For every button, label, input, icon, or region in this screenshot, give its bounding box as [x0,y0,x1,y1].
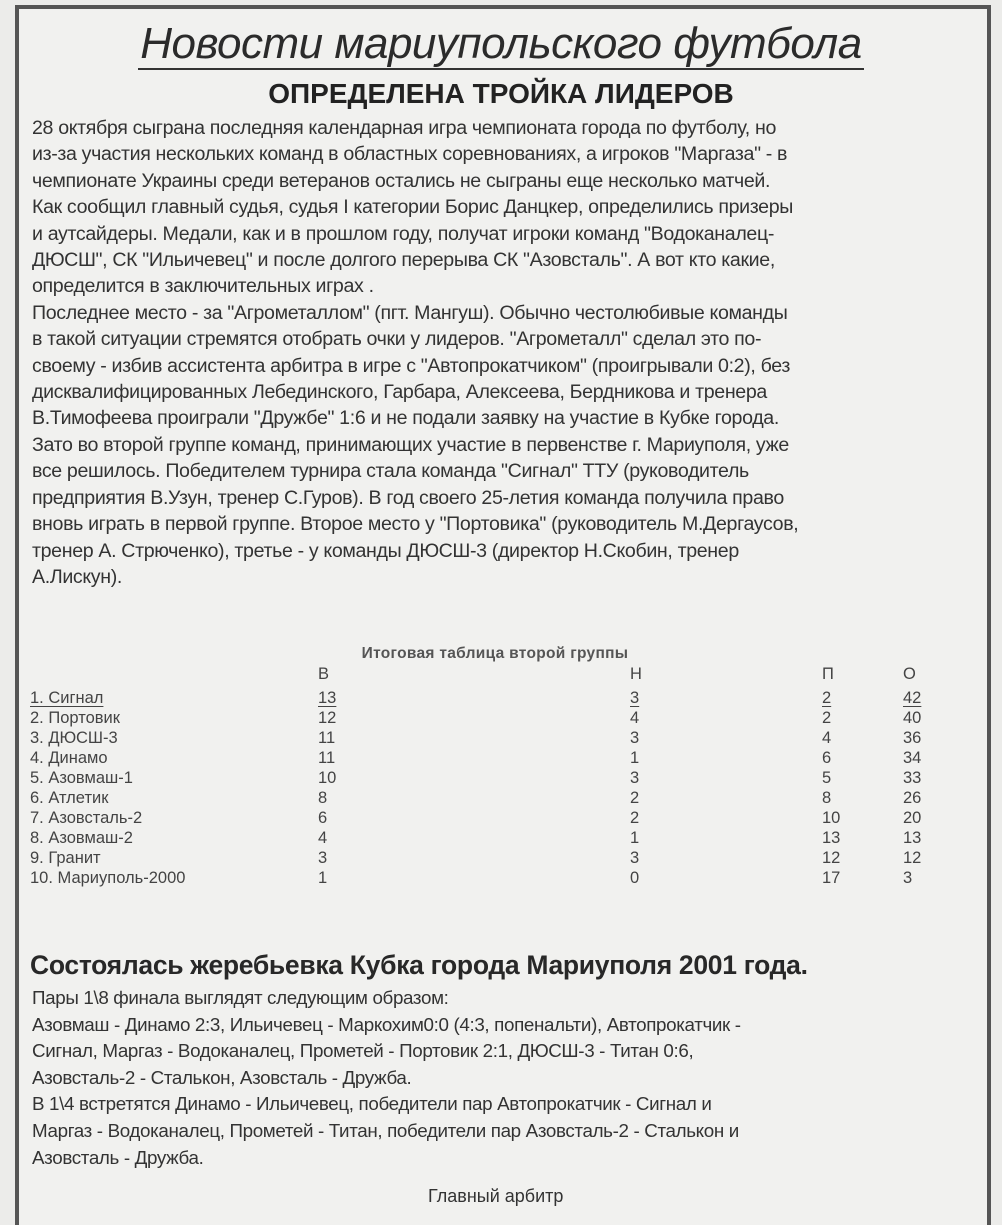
losses-cell: 4 [822,729,832,747]
team-name: 10. Мариуполь-2000 [30,869,186,887]
standings-row [30,768,990,788]
cup-line: Азовмаш - Динамо 2:3, Ильичевец - Маркохим0:0 (4:3, попенальти), Автопрокатчик - [32,1013,741,1035]
draws-cell: 2 [630,789,640,807]
article-line: своему - избив ассистента арбитра в игре с "Автопрокатчиком" (проигрывали 0:2), без [32,354,790,377]
points-cell: 26 [903,789,922,807]
points-cell: 42 [903,689,922,707]
losses-cell: 12 [822,849,841,867]
team-name: 6. Атлетик [30,789,109,807]
column-header-losses: П [822,665,834,683]
standings-row [30,708,990,728]
column-header-points: О [903,665,916,683]
standings-row [30,848,990,868]
wins-cell: 11 [318,729,336,747]
standings-row [30,688,990,708]
article-line: вновь играть в первой группе. Второе место у "Портовика" (руководитель М.Дергаусов, [32,513,799,536]
points-cell: 34 [903,749,922,767]
draws-cell: 3 [630,729,640,747]
cup-line: Азовсталь - Дружба. [32,1146,204,1168]
team-name: 5. Азовмаш-1 [30,769,133,787]
losses-cell: 5 [822,769,832,787]
wins-cell: 3 [318,849,328,867]
points-cell: 13 [903,829,922,847]
article-line: 28 октября сыграна последняя календарная игра чемпионата города по футболу, но [32,117,776,139]
wins-cell: 12 [318,709,337,727]
draws-cell: 3 [630,689,640,707]
cup-body [32,985,982,1171]
draws-cell: 1 [630,829,640,847]
article-line: А.Лискун). [32,565,122,588]
headline: ОПРЕДЕЛЕНА ТРОЙКА ЛИДЕРОВ [268,78,734,109]
standings-table [30,664,990,888]
standings-row [30,788,990,808]
referee-label: Главный арбитр [428,1186,564,1206]
cup-line: Сигнал, Маргаз - Водоканалец, Прометей - Портовик 2:1, ДЮСШ-3 - Титан 0:6, [32,1040,694,1062]
article-line: тренер А. Стрюченко), третье - у команды ДЮСШ-3 (директор Н.Скобин, тренер [32,539,739,562]
article-line: в такой ситуации стремятся отобрать очки у лидеров. "Агрометалл" сделал это по- [32,328,762,351]
points-cell: 33 [903,769,922,787]
draws-cell: 2 [630,809,640,827]
points-cell: 20 [903,809,922,827]
points-cell: 3 [903,869,913,887]
standings-row [30,868,990,888]
article-line: Как сообщил главный судья, судья I категории Борис Данцкер, определились призеры [32,196,793,219]
losses-cell: 8 [822,789,832,807]
column-header-wins: В [318,665,330,683]
team-name: 7. Азовсталь-2 [30,809,143,827]
losses-cell: 6 [822,749,832,767]
article-line: и аутсайдеры. Медали, как и в прошлом году, получат игроки команд "Водоканалец- [32,222,775,245]
standings-row [30,828,990,848]
article-line: В.Тимофеева проиграли "Дружбе" 1:6 и не подали заявку на участие в Кубке города. [32,407,779,430]
points-cell: 36 [903,729,922,747]
points-cell: 12 [903,849,922,867]
wins-cell: 10 [318,769,337,787]
article-body [32,115,982,590]
article-line: Зато во второй группе команд, принимающих участие в первенстве г. Мариуполя, уже [32,433,789,456]
standings-header-row [30,664,990,688]
column-header-draws: Н [630,665,642,683]
team-name: 8. Азовмаш-2 [30,829,133,847]
wins-cell: 1 [318,869,328,887]
masthead [0,16,1002,72]
cup-line: Маргаз - Водоканалец, Прометей - Титан, победители пар Азовсталь-2 - Сталькон и [32,1119,739,1141]
cup-line: Азовсталь-2 - Сталькон, Азовсталь - Дружба. [32,1066,412,1088]
losses-cell: 10 [822,809,841,827]
team-name: 2. Портовик [30,709,120,727]
article-line: определится в заключительных играх . [32,275,374,298]
points-cell: 40 [903,709,922,727]
team-name: 9. Гранит [30,849,101,867]
cup-title: Состоялась жеребьевка Кубка города Мариуполя 2001 года. [30,950,808,980]
article-line: Последнее место - за "Агрометаллом" (пгт. Мангуш). Обычно честолюбивые команды [32,301,788,324]
wins-cell: 4 [318,829,328,847]
draws-cell: 3 [630,769,640,787]
article-line: дисквалифицированных Лебединского, Гарбара, Алексеева, Бердникова и тренера [32,381,767,404]
losses-cell: 2 [822,709,832,727]
standings-title: Итоговая таблица второй группы [361,645,629,662]
draws-cell: 4 [630,709,640,727]
wins-cell: 6 [318,809,328,827]
team-name: 1. Сигнал [30,689,104,707]
draws-cell: 1 [630,749,640,767]
wins-cell: 13 [318,689,337,707]
wins-cell: 8 [318,789,328,807]
cup-line: В 1\4 встретятся Динамо - Ильичевец, победители пар Автопрокатчик - Сигнал и [32,1093,712,1115]
losses-cell: 13 [822,829,841,847]
wins-cell: 11 [318,749,336,767]
article-line: ДЮСШ", СК "Ильичевец" и после долгого перерыва СК "Азовсталь". А вот кто какие, [32,249,775,272]
article-line: предприятия В.Узун, тренер С.Гуров). В год своего 25-летия команда получила право [32,486,784,509]
masthead-title: Новости мариупольского футбола [140,19,862,68]
draws-cell: 3 [630,849,640,867]
standings-row [30,728,990,748]
article-line: все решилось. Победителем турнира стала команда "Сигнал" ТТУ (руководитель [32,460,749,483]
standings-row [30,808,990,828]
cup-line: Пары 1\8 финала выглядят следующим образом: [32,987,449,1008]
standings-row [30,748,990,768]
team-name: 3. ДЮСШ-3 [30,729,118,747]
losses-cell: 2 [822,689,832,707]
team-name: 4. Динамо [30,749,108,767]
article-line: чемпионате Украины среди ветеранов остались не сыграны еще несколько матчей. [32,169,771,192]
article-line: из-за участия нескольких команд в областных соревнованиях, а игроков "Маргаза" - в [32,143,788,166]
losses-cell: 17 [822,869,841,887]
draws-cell: 0 [630,869,640,887]
